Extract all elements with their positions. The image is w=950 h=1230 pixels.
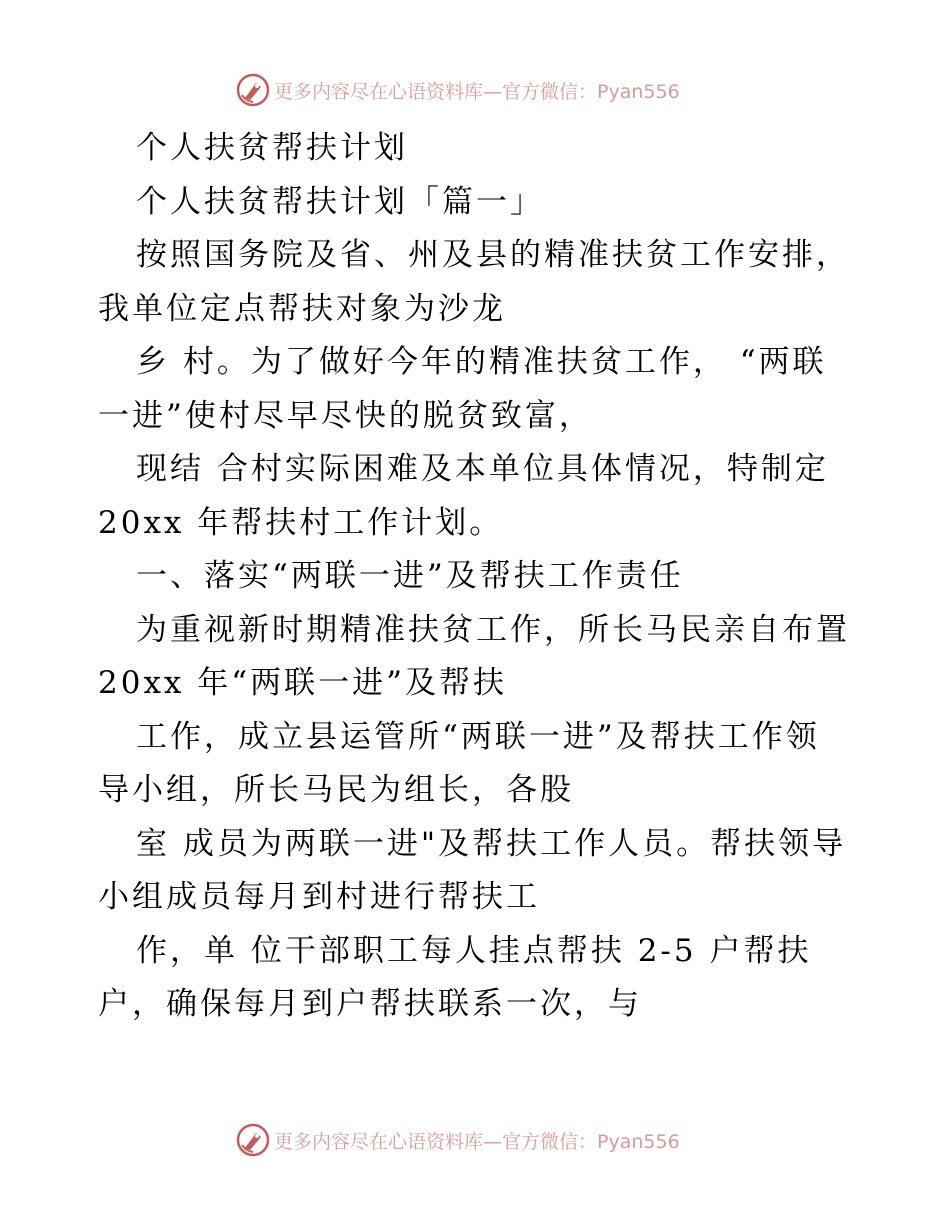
text-line: 小组成员每月到村进行帮扶工 bbox=[98, 879, 540, 915]
text-line: 户，确保每月到户帮扶联系一次，与 bbox=[98, 986, 642, 1022]
watermark-text: 更多内容尽在心语资料库—官方微信：Pyan556 bbox=[274, 80, 680, 103]
text-line: 现结 合村实际困难及本单位具体情况，特制定 bbox=[136, 451, 829, 487]
header-watermark-banner bbox=[236, 72, 680, 108]
text-line: 20xx 年帮扶村工作计划。 bbox=[98, 504, 504, 541]
text-line: 室 成员为两联一进"及帮扶工作人员。帮扶领导 bbox=[136, 825, 847, 862]
text-line: 导小组，所长马民为组长，各股 bbox=[98, 772, 574, 808]
text-line: 个人扶贫帮扶计划 bbox=[136, 130, 408, 166]
text-line: 作，单 位干部职工每人挂点帮扶 2-5 户帮扶 bbox=[136, 932, 812, 969]
text-line: 工作，成立县运管所“两联一进”及帮扶工作领 bbox=[136, 718, 820, 755]
document-body bbox=[98, 122, 858, 1032]
text-line: 按照国务院及省、州及县的精准扶贫工作安排， bbox=[136, 237, 850, 273]
text-line: 一进”使村尽早尽快的脱贫致富， bbox=[98, 397, 593, 434]
text-line: 乡 村。为了做好今年的精准扶贫工作， “两联 bbox=[136, 344, 827, 380]
pen-nib-logo-icon bbox=[236, 1123, 270, 1157]
text-line: 为重视新时期精准扶贫工作，所长马民亲自布置 bbox=[136, 611, 850, 648]
text-line: 个人扶贫帮扶计划「篇一」 bbox=[136, 183, 544, 220]
pen-nib-logo-icon bbox=[236, 73, 270, 107]
text-line: 一、落实“两联一进”及帮扶工作责任 bbox=[136, 558, 684, 594]
text-line: 我单位定点帮扶对象为沙龙 bbox=[98, 290, 506, 327]
text-line: 20xx 年“两联一进”及帮扶 bbox=[98, 665, 507, 701]
watermark-text: 更多内容尽在心语资料库—官方微信：Pyan556 bbox=[274, 1130, 680, 1153]
footer-watermark-banner bbox=[236, 1122, 680, 1158]
